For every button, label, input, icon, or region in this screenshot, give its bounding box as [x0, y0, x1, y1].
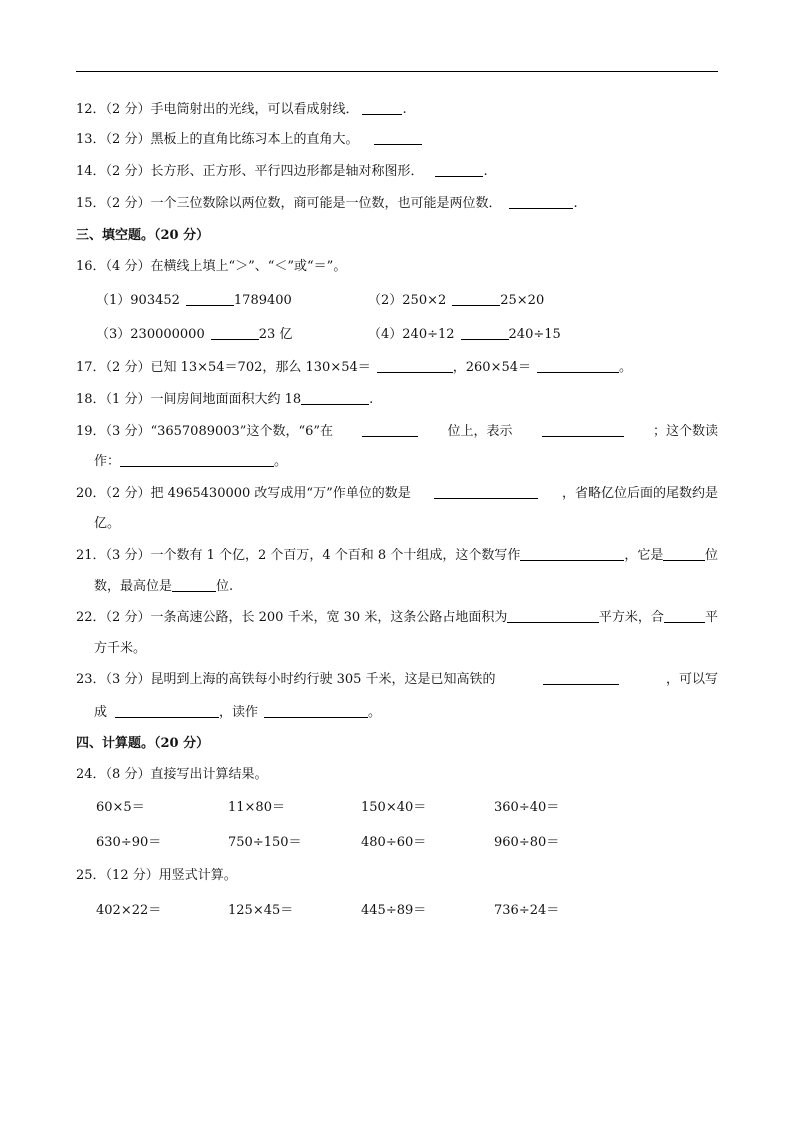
- question-13-text: 13．（2 分）黑板上的直角比练习本上的直角大。: [76, 132, 359, 147]
- section-4-heading: 四、计算题。（20 分）: [76, 736, 210, 751]
- q16-item-2-left: （2）250×2: [368, 293, 447, 308]
- q16-item-3: [96, 326, 292, 344]
- question-22-line-2: 方千米。: [94, 641, 147, 656]
- q16-item-1-left: （1）903452: [96, 293, 180, 308]
- question-19-text-c: ；这个数读: [652, 424, 718, 439]
- question-16: 16．（4 分）在横线上填上“＞”、“＜”或“＝”。: [76, 259, 347, 274]
- question-20-text-a: 20．（2 分）把 4965430000 改写成用“万”作单位的数是: [76, 486, 411, 501]
- question-17: [76, 359, 632, 377]
- q16-item-3-left: （3）230000000: [96, 327, 205, 342]
- question-15-end: .: [573, 196, 578, 211]
- section-3-heading: 三、填空题。（20 分）: [76, 228, 210, 243]
- q24-row1-item-3: 150×40＝: [361, 800, 427, 815]
- q16-item-4-left: （4）240÷12: [368, 327, 455, 342]
- answer-blank[interactable]: [507, 609, 599, 623]
- q25-item-1: 402×22＝: [96, 903, 162, 918]
- q16-item-4-right: 240÷15: [508, 327, 561, 342]
- question-24: 24．（8 分）直接写出计算结果。: [76, 767, 268, 782]
- question-23-line-1: [76, 671, 718, 689]
- question-14-text: 14．（2 分）长方形、正方形、平行四边形都是轴对称图形．: [76, 164, 424, 179]
- q24-row2-item-1: 630÷90＝: [96, 835, 162, 850]
- question-19-text-b: 位上，表示: [447, 424, 513, 439]
- question-17-text-a: 17．（2 分）已知 13×54＝702，那么 130×54＝: [76, 360, 371, 375]
- q16-item-4: [368, 326, 561, 344]
- question-14: [76, 163, 488, 181]
- q25-item-2: 125×45＝: [228, 903, 294, 918]
- question-20-line-2: 亿。: [94, 516, 121, 531]
- q24-row2-item-2: 750÷150＝: [228, 835, 302, 850]
- answer-blank[interactable]: [186, 292, 234, 306]
- question-21-text-a: 21．（3 分）一个数有 1 个亿，2 个百万，4 个百和 8 个十组成，这个数写作: [76, 548, 521, 563]
- answer-blank[interactable]: [115, 704, 219, 718]
- q24-row1-item-1: 60×5＝: [96, 800, 145, 815]
- question-12-end: .: [402, 102, 407, 117]
- question-17-text-b: ，260×54＝: [452, 360, 531, 375]
- question-19-text-a: 19．（3 分）“3657089003”这个数，“6”在: [76, 424, 334, 439]
- question-20-text-b: ，省略亿位后面的尾数约是: [561, 486, 718, 501]
- answer-blank[interactable]: [264, 704, 368, 718]
- answer-blank[interactable]: [461, 326, 509, 340]
- q25-item-3: 445÷89＝: [361, 903, 427, 918]
- q24-row2-item-3: 480÷60＝: [361, 835, 427, 850]
- question-23-text-c: 成: [94, 705, 108, 720]
- question-19-text-e: 。: [274, 454, 288, 469]
- question-21-text-b: ，它是: [624, 548, 664, 563]
- answer-blank[interactable]: [435, 163, 483, 177]
- q16-item-2: [368, 292, 544, 310]
- q16-item-3-right: 23 亿: [258, 327, 293, 342]
- answer-blank[interactable]: [301, 391, 369, 405]
- question-18-text-a: 18．（1 分）一间房间地面面积大约 18: [76, 392, 302, 407]
- question-14-end: .: [483, 164, 488, 179]
- answer-blank[interactable]: [543, 671, 619, 685]
- question-21-text-c: 位: [704, 548, 718, 563]
- question-21-text-d: 数，最高位是: [94, 579, 173, 594]
- q16-item-2-right: 25×20: [500, 293, 545, 308]
- question-19-line-2: [94, 453, 287, 471]
- answer-blank[interactable]: [509, 195, 573, 209]
- question-22-text-c: 平: [704, 610, 718, 625]
- answer-blank[interactable]: [211, 326, 259, 340]
- question-22-line-1: [76, 609, 718, 627]
- answer-blank[interactable]: [542, 423, 624, 437]
- answer-blank[interactable]: [362, 423, 418, 437]
- question-17-text-c: 。: [619, 360, 633, 375]
- question-23-line-2: [94, 704, 381, 722]
- answer-blank[interactable]: [434, 485, 538, 499]
- question-13: [76, 131, 422, 149]
- question-19-line-1: [76, 423, 718, 441]
- question-18: [76, 391, 373, 409]
- answer-blank[interactable]: [663, 547, 705, 561]
- question-22-text-b: 平方米，合: [598, 610, 664, 625]
- q25-item-4: 736÷24＝: [494, 903, 560, 918]
- question-19-text-d: 作：: [94, 454, 121, 469]
- question-22-text-a: 22．（2 分）一条高速公路，长 200 千米，宽 30 米，这条公路占地面积为: [76, 610, 508, 625]
- question-12-text: 12．（2 分）手电筒射出的光线，可以看成射线．: [76, 102, 359, 117]
- question-23-text-a: 23．（3 分）昆明到上海的高铁每小时约行驶 305 千米，这是已知高铁的: [76, 672, 496, 687]
- question-25: 25．（12 分）用竖式计算。: [76, 868, 237, 883]
- question-15: [76, 195, 578, 213]
- answer-blank[interactable]: [172, 578, 216, 592]
- answer-blank[interactable]: [537, 359, 619, 373]
- question-21-text-e: 位.: [216, 579, 234, 594]
- answer-blank[interactable]: [452, 292, 500, 306]
- header-rule: [76, 71, 718, 72]
- answer-blank[interactable]: [362, 101, 402, 115]
- q24-row1-item-4: 360÷40＝: [494, 800, 560, 815]
- question-18-text-b: .: [369, 392, 374, 407]
- question-23-text-e: 。: [368, 705, 382, 720]
- question-15-text: 15．（2 分）一个三位数除以两位数，商可能是一位数，也可能是两位数．: [76, 196, 502, 211]
- question-21-line-2: [94, 578, 233, 596]
- question-21-line-1: [76, 547, 718, 565]
- answer-blank[interactable]: [520, 547, 624, 561]
- answer-blank[interactable]: [374, 131, 422, 145]
- answer-blank[interactable]: [377, 359, 453, 373]
- question-23-text-d: ，读作: [219, 705, 259, 720]
- answer-blank[interactable]: [664, 609, 705, 623]
- question-12: [76, 101, 407, 119]
- q16-item-1: [96, 292, 292, 310]
- q16-item-1-right: 1789400: [233, 293, 292, 308]
- question-23-text-b: ，可以写: [665, 672, 718, 687]
- q24-row1-item-2: 11×80＝: [228, 800, 285, 815]
- answer-blank[interactable]: [120, 453, 274, 467]
- question-20-line-1: [76, 485, 718, 503]
- q24-row2-item-4: 960÷80＝: [494, 835, 560, 850]
